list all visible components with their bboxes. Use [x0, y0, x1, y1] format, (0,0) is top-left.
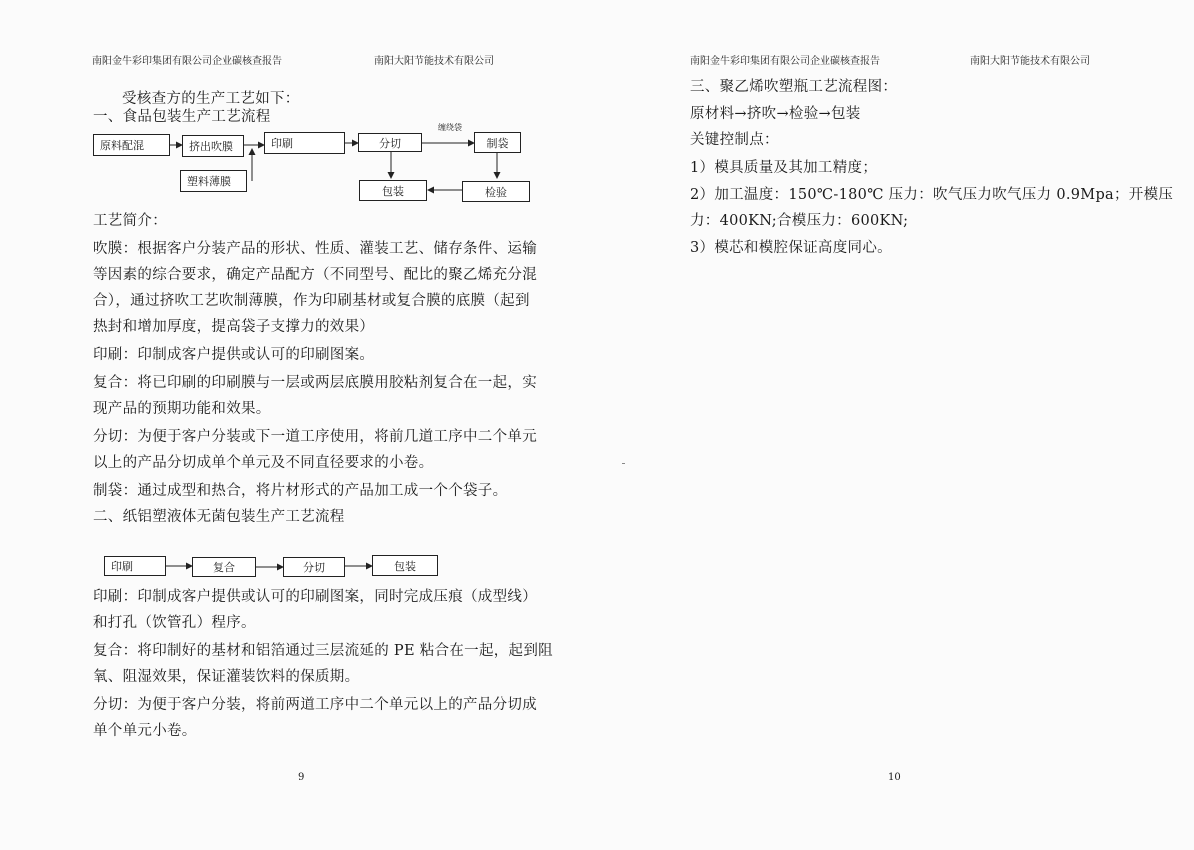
composite2-line-2: 氧、阻湿效果，保证灌装饮料的保质期。	[93, 669, 360, 685]
flow-box-raw-mixing: 原料配混	[93, 134, 170, 156]
blow-line-1: 吹膜：根据客户分装产品的形状、性质、灌装工艺、储存条件、运输	[93, 241, 537, 257]
key-point-2-line-1: 2）加工温度：150℃-180℃ 压力：吹气压力吹气压力 0.9Mpa；开模压	[690, 187, 1174, 203]
print2-line-2: 和打孔（饮管孔）程序。	[93, 615, 256, 631]
flow-box-inspect: 检验	[462, 181, 530, 202]
flow-box-slit: 分切	[358, 133, 422, 152]
blow-line-2: 等因素的综合要求，确定产品配方（不同型号、配比的聚乙烯充分混	[93, 267, 537, 283]
intro-text: 受核查方的生产工艺如下：	[122, 91, 300, 107]
flow-box-extrusion: 挤出吹膜	[182, 135, 244, 157]
composite-line-2: 现产品的预期功能和效果。	[93, 401, 271, 417]
right-page-number: 10	[888, 772, 901, 783]
flow-box-plastic-film: 塑料薄膜	[180, 170, 247, 192]
flowchart2-arrows	[0, 0, 597, 600]
flow-box-pack: 包装	[359, 180, 427, 201]
key-points-title: 关键控制点：	[690, 132, 779, 148]
flow-box-bag-making: 制袋	[474, 132, 521, 153]
flow2-box-composite: 复合	[192, 557, 256, 577]
flow-arrow-label: 缠绕袋	[438, 123, 462, 132]
process-intro-title: 工艺简介：	[93, 213, 167, 229]
section2-title: 二、纸铝塑液体无菌包装生产工艺流程	[93, 509, 345, 525]
section1-title: 一、食品包装生产工艺流程	[93, 109, 271, 125]
slit2-line-1: 分切：为便于客户分装，将前两道工序中二个单元以上的产品分切成	[93, 697, 537, 713]
composite2-line-1: 复合：将印制好的基材和铝箔通过三层流延的 PE 粘合在一起，起到阻	[93, 643, 553, 659]
key-point-1: 1）模具质量及其加工精度；	[690, 160, 878, 176]
bottle-flow-line: 原材料→挤吹→检验→包装	[690, 106, 861, 122]
flow2-box-pack: 包装	[372, 555, 438, 576]
flow-box-print: 印刷	[264, 132, 345, 154]
left-header-company: 南阳金牛彩印集团有限公司企业碳核查报告	[92, 56, 282, 67]
composite-line-1: 复合：将已印刷的印刷膜与一层或两层底膜用胶粘剂复合在一起，实	[93, 375, 537, 391]
slit2-line-2: 单个单元小卷。	[93, 723, 197, 739]
left-header-auditor: 南阳大阳节能技术有限公司	[374, 56, 494, 67]
right-header-auditor: 南阳大阳节能技术有限公司	[970, 56, 1090, 67]
key-point-3: 3）模芯和模腔保证高度同心。	[690, 240, 892, 256]
flow2-box-slit: 分切	[283, 557, 345, 577]
scan-speck	[622, 463, 625, 464]
blow-line-3: 合），通过挤吹工艺吹制薄膜，作为印刷基材或复合膜的底膜（起到	[93, 293, 530, 309]
section3-title: 三、聚乙烯吹塑瓶工艺流程图：	[690, 79, 898, 95]
slit-line-1: 分切：为便于客户分装或下一道工序使用，将前几道工序中二个单元	[93, 429, 537, 445]
slit-line-2: 以上的产品分切成单个单元及不同直径要求的小卷。	[93, 455, 434, 471]
print2-line-1: 印刷：印制成客户提供或认可的印刷图案，同时完成压痕（成型线）	[93, 589, 537, 605]
left-page-number: 9	[298, 772, 305, 783]
flow2-box-print: 印刷	[104, 556, 166, 576]
blow-line-4: 热封和增加厚度，提高袋子支撑力的效果）	[93, 319, 375, 335]
right-page	[597, 0, 1194, 850]
print-paragraph: 印刷：印制成客户提供或认可的印刷图案。	[93, 347, 375, 363]
right-header-company: 南阳金牛彩印集团有限公司企业碳核查报告	[690, 56, 880, 67]
key-point-2-line-2: 力：400KN;合模压力：600KN;	[690, 213, 909, 229]
bag-paragraph: 制袋：通过成型和热合，将片材形式的产品加工成一个个袋子。	[93, 483, 508, 499]
